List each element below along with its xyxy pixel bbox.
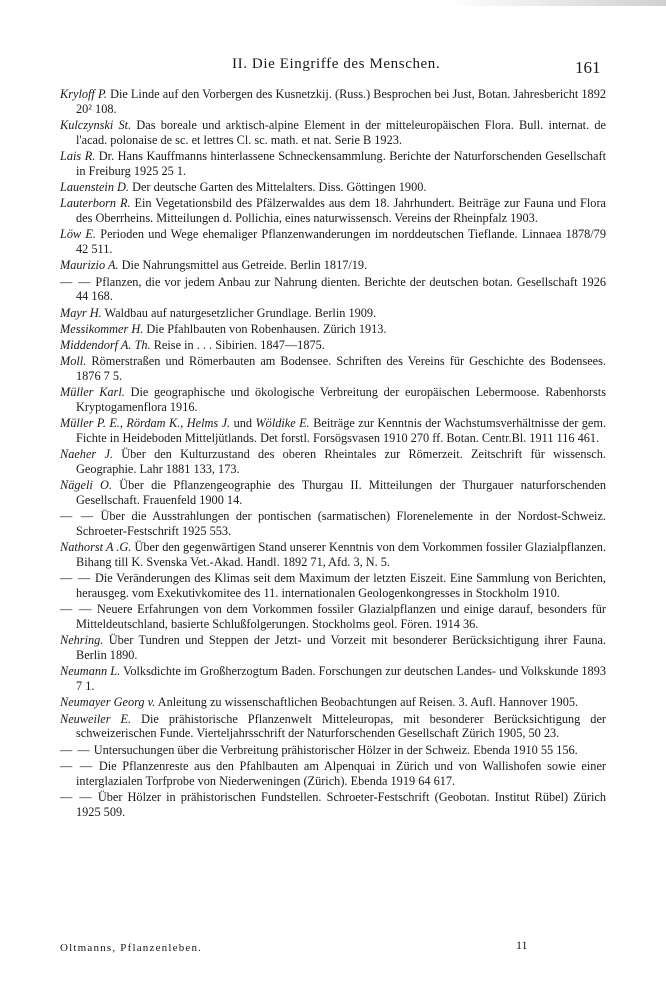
reference-text: Das boreale und arktisch-alpine Element in der mitteleuropäischen Flora. Bull. internat. de l'acad. polonaise de sc. et lettres Cl. sc. math. et nat. Serie B 1923. bbox=[76, 118, 606, 147]
reference-entry bbox=[60, 416, 606, 445]
reference-text: Waldbau auf naturgesetzlicher Grundlage. Berlin 1909. bbox=[104, 305, 377, 320]
reference-text: Ein Vegetationsbild des Pfälzerwaldes aus dem 18. Jahrhundert. Beiträge zur Fauna und Flora des Oberrheins. Mitteilungen d. Pollichia, eines naturwissensch. Vereins der Rheinpfalz 1903. bbox=[76, 196, 606, 225]
reference-entry bbox=[60, 149, 606, 178]
reference-entry bbox=[60, 447, 606, 476]
reference-text: Volksdichte im Großherzogtum Baden. Forschungen zur deutschen Landes- und Volkskunde 1893 7 1. bbox=[76, 664, 607, 694]
reference-entry bbox=[60, 712, 606, 741]
reference-entry bbox=[60, 258, 606, 273]
reference-entry bbox=[60, 790, 606, 819]
reference-text: Anleitung zu wissenschaftlichen Beobachtungen auf Reisen. 3. Aufl. Hannover 1905. bbox=[157, 695, 579, 710]
author-conjunction: und bbox=[230, 416, 256, 431]
reference-author: Moll. bbox=[60, 354, 87, 369]
reference-author: Lauenstein D. bbox=[60, 180, 129, 194]
ditto-dash: — — bbox=[60, 274, 92, 289]
reference-author: Maurizio A. bbox=[60, 258, 119, 273]
reference-entry bbox=[60, 540, 606, 569]
reference-author: Nathorst A .G. bbox=[60, 540, 132, 555]
ditto-dash: — — bbox=[60, 571, 92, 586]
reference-author: Müller Karl. bbox=[60, 385, 125, 400]
reference-author: Neumayer Georg v. bbox=[60, 695, 156, 710]
page-number: 161 bbox=[575, 58, 601, 77]
reference-text: Beiträge zur Kenntnis der Wachstumsverhältnisse der gem. Fichte in Heideboden Mitteljütlands. Det forstl. Forsögsvasen 1910 270 ff. Botan. Centr.Bl. 1911 116 461. bbox=[76, 416, 607, 446]
reference-list bbox=[60, 87, 606, 821]
reference-author: Neuweiler E. bbox=[60, 711, 132, 726]
reference-author: Lais R. bbox=[60, 149, 96, 163]
reference-text: Die Pfahlbauten von Robenhausen. Zürich 1913. bbox=[146, 321, 387, 336]
scan-edge-shadow bbox=[446, 0, 666, 6]
footer-sheet-number: 11 bbox=[516, 938, 528, 952]
reference-text: Die Nahrungsmittel aus Getreide. Berlin 1817/19. bbox=[121, 258, 368, 273]
reference-entry bbox=[60, 759, 606, 788]
reference-text: Untersuchungen über die Verbreitung prähistorischer Hölzer in der Schweiz. Ebenda 1910 55 156. bbox=[93, 742, 578, 757]
reference-entry bbox=[60, 664, 606, 693]
reference-text: Über den Kulturzustand des oberen Rheintales zur Römerzeit. Zeitschrift für wissensch. Geographie. Lahr 1881 133, 173. bbox=[76, 447, 606, 477]
reference-entry bbox=[60, 385, 606, 414]
footer-signature: Oltmanns, Pflanzenleben. bbox=[60, 942, 203, 954]
reference-entry bbox=[60, 354, 606, 383]
reference-author: Nehring. bbox=[60, 633, 104, 648]
reference-text: Perioden und Wege ehemaliger Pflanzenwanderungen im norddeutschen Tieflande. Linnaea 1878/79 42 511. bbox=[76, 227, 606, 256]
reference-text: Dr. Hans Kauffmanns hinterlassene Schneckensammlung. Berichte der Naturforschenden Gesellschaft in Freiburg 1925 25 1. bbox=[76, 149, 606, 178]
reference-entry bbox=[60, 509, 606, 538]
reference-entry bbox=[60, 196, 606, 225]
reference-entry bbox=[60, 306, 606, 321]
reference-entry bbox=[60, 743, 606, 758]
reference-text: Über den gegenwärtigen Stand unserer Kenntnis von dem Vorkommen fossiler Glazialpflanzen. Bihang till K. Svenska Vet.-Akad. Handl. 1892 71, Afd. 3, N. 5. bbox=[76, 540, 607, 570]
reference-entry bbox=[60, 118, 606, 147]
reference-text: Die Veränderungen des Klimas seit dem Maximum der letzten Eiszeit. Eine Sammlung von Berichten, herausgeg. vom Exekutivkomitee des 11. internationalen Geologenkongresses in Stockholm 1910. bbox=[76, 571, 607, 601]
reference-author: Müller P. E., Rördam K., Helms J. bbox=[60, 416, 231, 431]
reference-text: Reise in . . . Sibirien. 1847—1875. bbox=[153, 338, 325, 353]
running-head: II. Die Eingriffe des Menschen. bbox=[232, 56, 441, 72]
reference-author: Löw E. bbox=[60, 227, 97, 242]
reference-author: Naeher J. bbox=[60, 447, 113, 462]
reference-text: Neuere Erfahrungen von dem Vorkommen fossiler Glazialpflanzen und einige darauf, besonders für Mitteldeutschland, basierte Schlußfolgerungen. Stockholms geol. Fören. 1914 36. bbox=[76, 602, 607, 632]
reference-entry bbox=[60, 322, 606, 337]
reference-entry bbox=[60, 571, 606, 600]
ditto-dash: — — bbox=[60, 509, 95, 524]
reference-text: Die Linde auf den Vorbergen des Kusnetzkij. (Russ.) Besprochen bei Just, Botan. Jahresbericht 1892 20² 108. bbox=[76, 87, 606, 116]
reference-text: Über Tundren und Steppen der Jetzt- und Vorzeit mit besonderer Berücksichtigung ihrer Fauna. Berlin 1890. bbox=[76, 633, 607, 663]
reference-text: Römerstraßen und Römerbauten am Bodensee. Schriften des Vereins für Geschichte des Bodensees. 1876 7 5. bbox=[76, 354, 606, 384]
reference-entry bbox=[60, 338, 606, 353]
reference-entry bbox=[60, 275, 606, 304]
ditto-dash: — — bbox=[60, 790, 93, 805]
reference-entry bbox=[60, 633, 606, 662]
reference-text: Über die Ausstrahlungen der pontischen (sarmatischen) Florenelemente in der Nordost-Schweiz. Schroeter-Festschrift 1925 553. bbox=[76, 509, 607, 539]
reference-author: Kulczynski St. bbox=[60, 118, 132, 132]
reference-text: Die prähistorische Pflanzenwelt Mitteleuropas, mit besonderer Berücksichtigung der schweizerischen Funde. Vierteljahrsschrift der Naturforschenden Gesellschaft Zürich 1905, 50 23. bbox=[76, 711, 606, 741]
reference-entry bbox=[60, 695, 606, 710]
ditto-dash: — — bbox=[60, 602, 93, 617]
reference-entry bbox=[60, 180, 606, 195]
reference-author: Kryloff P. bbox=[60, 87, 107, 101]
ditto-dash: — — bbox=[60, 742, 91, 757]
reference-text: Über Hölzer in prähistorischen Fundstellen. Schroeter-Festschrift (Geobotan. Institut Rübel) Zürich 1925 509. bbox=[76, 790, 606, 819]
ditto-dash: — — bbox=[60, 759, 94, 774]
reference-text: Der deutsche Garten des Mittelalters. Diss. Göttingen 1900. bbox=[132, 180, 427, 194]
reference-author: Messikommer H. bbox=[60, 321, 144, 336]
reference-entry bbox=[60, 227, 606, 256]
reference-author: Neumann L. bbox=[60, 664, 121, 679]
reference-author: Mayr H. bbox=[60, 305, 102, 320]
reference-author: Wöldike E. bbox=[255, 416, 310, 431]
reference-text: Pflanzen, die vor jedem Anbau zur Nahrung dienten. Berichte der deutschen botan. Gesellschaft 1926 44 168. bbox=[76, 274, 606, 304]
reference-text: Über die Pflanzengeographie des Thurgau II. Mitteilungen der Thurgauer naturforschenden Gesellschaft. Frauenfeld 1900 14. bbox=[76, 478, 606, 508]
reference-author: Middendorf A. Th. bbox=[60, 338, 151, 353]
reference-author: Nägeli O. bbox=[60, 478, 112, 493]
reference-text: Die Pflanzenreste aus den Pfahlbauten am Alpenquai in Zürich und von Wallishofen sowie einer interglazialen Torfprobe von Niederweningen (Zürich). Ebenda 1919 64 617. bbox=[76, 759, 606, 788]
reference-entry bbox=[60, 478, 606, 507]
reference-author: Lauterborn R. bbox=[60, 196, 131, 211]
reference-entry bbox=[60, 602, 606, 631]
reference-entry bbox=[60, 87, 606, 116]
reference-text: Die geographische und ökologische Verbreitung der europäischen Lebermoose. Rabenhorsts Kryptogamenflora 1916. bbox=[76, 385, 607, 415]
